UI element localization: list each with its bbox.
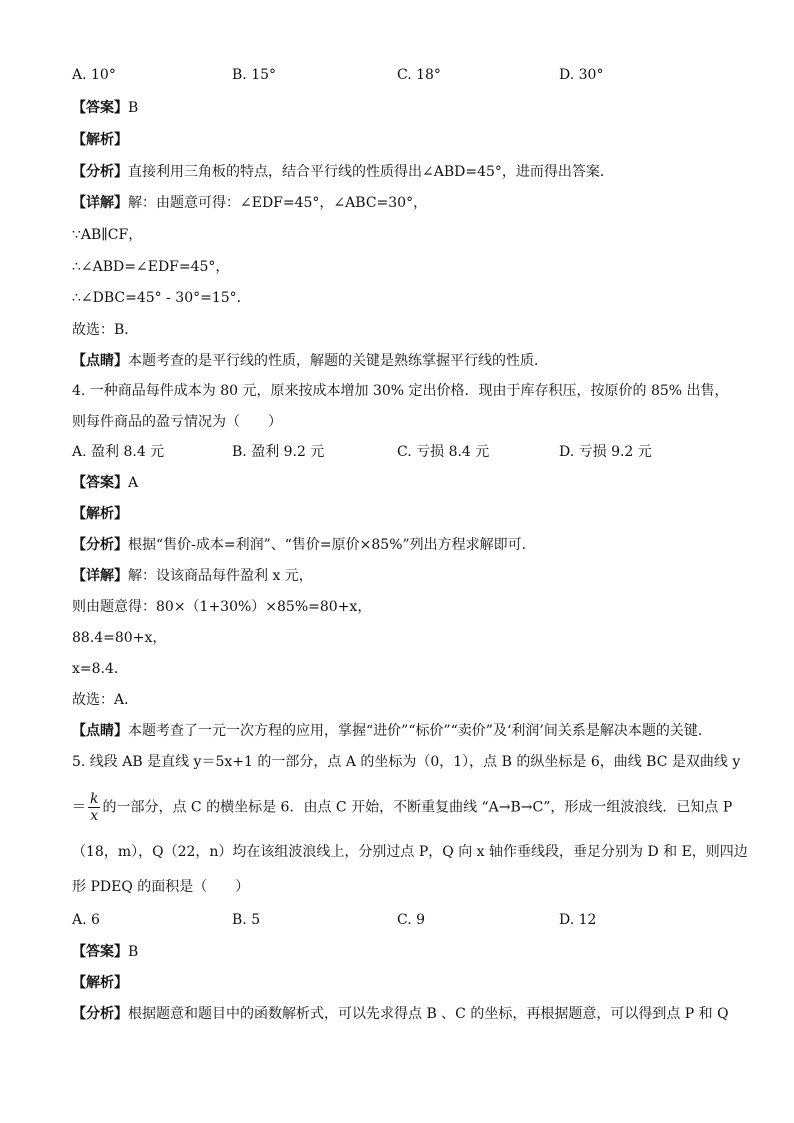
q3-option-b: B. 15° bbox=[232, 67, 277, 83]
q4-answer bbox=[72, 473, 138, 493]
q5-answer bbox=[72, 942, 138, 962]
q4-stem: 4. 一种商品每件成本为 80 元，原来按成本增加 30% 定出价格．现由于库存积压，按原价的 85% 出售， bbox=[72, 383, 729, 399]
q4-option-c: C. 亏损 8.4 元 bbox=[397, 444, 490, 460]
q3-step: 故选：B． bbox=[72, 322, 139, 338]
fenxi-text: 根据题意和题目中的函数解析式，可以先求得点 B 、C 的坐标，再根据题意，可以得到点 P 和 Q bbox=[128, 1006, 729, 1022]
q3-analysis-heading bbox=[72, 130, 128, 150]
answer-value: B bbox=[128, 944, 139, 960]
q3-detail bbox=[72, 193, 427, 213]
q3-fenxi bbox=[72, 162, 614, 182]
fraction-k-over-x bbox=[88, 791, 100, 824]
q5-stem-fraction-line bbox=[72, 791, 732, 824]
q3-step: ∴∠DBC=45° - 30°=15°． bbox=[72, 290, 251, 306]
q5-fenxi bbox=[72, 1004, 729, 1024]
q4-step: x=8.4． bbox=[72, 661, 128, 677]
fenxi-tag: 【分析】 bbox=[72, 164, 128, 180]
q5-stem: 形 PDEQ 的面积是（ ） bbox=[72, 879, 250, 895]
q5-option-a: A. 6 bbox=[72, 912, 100, 928]
fenxi-text: 根据“售价-成本=利润”、“售价=原价×85%”列出方程求解即可． bbox=[128, 537, 536, 553]
q5-stem-text: 的一部分，点 C 的横坐标是 6．由点 C 开始，不断重复曲线 “A→B→C”，形成一组波浪线．已知点 P bbox=[102, 799, 733, 816]
q4-option-a: A. 盈利 8.4 元 bbox=[72, 444, 165, 460]
q5-options bbox=[72, 910, 732, 930]
q5-stem: （18，m），Q（22，n）均在该组波浪线上，分别过点 P，Q 向 x 轴作垂线段，垂足分别为 D 和 E，则四边 bbox=[72, 844, 748, 860]
q5-option-c: C. 9 bbox=[397, 912, 426, 928]
answer-tag: 【答案】 bbox=[72, 100, 128, 116]
q5-analysis-heading bbox=[72, 973, 128, 993]
detail-text: 解：设该商品每件盈利 x 元， bbox=[128, 568, 313, 584]
fraction-numerator: k bbox=[90, 791, 99, 807]
answer-value: B bbox=[128, 100, 139, 116]
q3-option-a: A. 10° bbox=[72, 67, 116, 83]
comment-text: 本题考查了一元一次方程的应用，掌握“进价”“标价”“卖价”及‘利润’间关系是解决本题的关键． bbox=[128, 723, 712, 739]
comment-text: 本题考查的是平行线的性质，解题的关键是熟练掌握平行线的性质． bbox=[128, 353, 548, 369]
fenxi-tag: 【分析】 bbox=[72, 1006, 128, 1022]
analysis-tag: 【解析】 bbox=[72, 506, 128, 522]
analysis-tag: 【解析】 bbox=[72, 132, 128, 148]
q4-step: 故选：A． bbox=[72, 692, 139, 708]
q5-option-b: B. 5 bbox=[232, 912, 261, 928]
fenxi-text: 直接利用三角板的特点，结合平行线的性质得出∠ABD=45°，进而得出答案． bbox=[128, 164, 614, 180]
analysis-tag: 【解析】 bbox=[72, 975, 128, 991]
q4-options bbox=[72, 442, 732, 462]
answer-value: A bbox=[128, 475, 139, 491]
q3-comment bbox=[72, 351, 548, 371]
q4-step: 则由题意得：80×（1+30%）×85%=80+x， bbox=[72, 599, 372, 615]
q4-comment bbox=[72, 721, 712, 741]
q4-detail bbox=[72, 566, 313, 586]
answer-tag: 【答案】 bbox=[72, 475, 128, 491]
q4-fenxi bbox=[72, 535, 536, 555]
q3-option-c: C. 18° bbox=[397, 67, 441, 83]
equals-sign: ＝ bbox=[72, 799, 86, 816]
q3-options bbox=[72, 65, 732, 85]
fenxi-tag: 【分析】 bbox=[72, 537, 128, 553]
comment-tag: 【点睛】 bbox=[72, 353, 128, 369]
answer-tag: 【答案】 bbox=[72, 944, 128, 960]
q5-option-d: D. 12 bbox=[559, 912, 597, 928]
detail-tag: 【详解】 bbox=[72, 195, 128, 211]
q3-step: ∴∠ABD=∠EDF=45°， bbox=[72, 259, 230, 275]
q4-step: 88.4=80+x， bbox=[72, 630, 167, 646]
q4-stem: 则每件商品的盈亏情况为（ ） bbox=[72, 414, 282, 430]
q3-step: ∵AB∥CF， bbox=[72, 227, 143, 243]
q4-option-b: B. 盈利 9.2 元 bbox=[232, 444, 325, 460]
q3-option-d: D. 30° bbox=[559, 67, 604, 83]
fraction-denominator: x bbox=[90, 808, 99, 824]
q4-analysis-heading bbox=[72, 504, 128, 524]
q4-option-d: D. 亏损 9.2 元 bbox=[559, 444, 652, 460]
q3-answer bbox=[72, 98, 138, 118]
comment-tag: 【点睛】 bbox=[72, 723, 128, 739]
detail-text: 解：由题意可得：∠EDF=45°，∠ABC=30°， bbox=[128, 195, 428, 211]
q5-stem: 5. 线段 AB 是直线 y＝5x+1 的一部分，点 A 的坐标为（0，1），点 B 的纵坐标是 6，曲线 BC 是双曲线 y bbox=[72, 754, 741, 770]
detail-tag: 【详解】 bbox=[72, 568, 128, 584]
